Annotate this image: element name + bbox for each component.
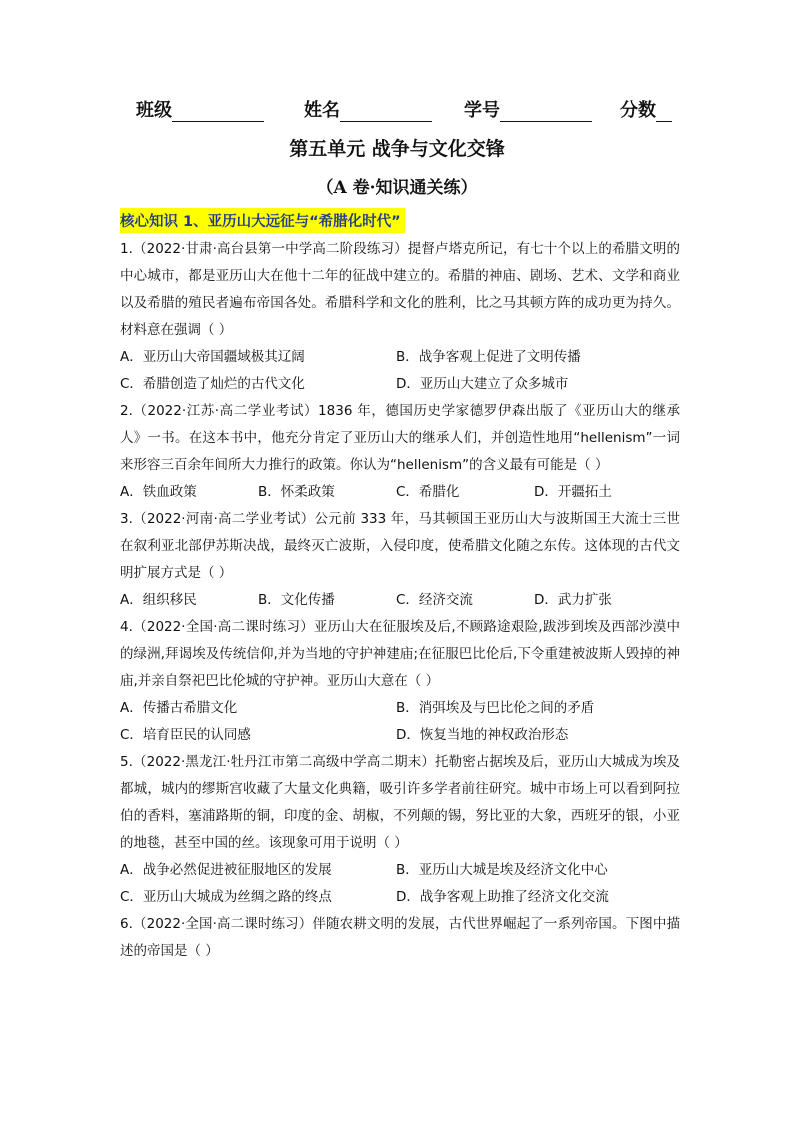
option-b[interactable]: B．消弭埃及与巴比伦之间的矛盾 xyxy=(396,700,595,716)
option-a[interactable]: A．组织移民 xyxy=(120,592,197,608)
unit-title: 第五单元 战争与文化交锋 xyxy=(289,138,505,160)
option-b[interactable]: B．亚历山大城是埃及经济文化中心 xyxy=(396,862,608,878)
student-info-row xyxy=(136,96,676,126)
option-d[interactable]: D．恢复当地的神权政治形态 xyxy=(396,727,569,743)
question-stem: 4.（2022·全国·高二课时练习）亚历山大在征服埃及后,不顾路途艰险,跋涉到埃及西部沙漠中的绿洲,拜谒埃及传统信仰,并为当地的守护神建庙;在征服巴比伦后,下令重建被波斯人毁掉的神庙,并亲自祭祀巴比伦城的守护神。亚历山大意在（ ） xyxy=(120,619,680,689)
option-c[interactable]: C．培育臣民的认同感 xyxy=(120,727,251,743)
question-item xyxy=(120,236,680,398)
option-d[interactable]: D．亚历山大建立了众多城市 xyxy=(396,376,569,392)
question-stem: 3.（2022·河南·高二学业考试）公元前 333 年，马其顿国王亚历山大与波斯国王大流士三世在叙利亚北部伊苏斯决战，最终灭亡波斯，入侵印度，使希腊文化随之东传。这体现的古代文明扩展方式是（ ） xyxy=(120,511,680,581)
question-stem: 2.（2022·江苏·高二学业考试）1836 年，德国历史学家德罗伊森出版了《亚历山大的继承人》一书。在这本书中，他充分肯定了亚历山大的继承人们，并创造性地用“hellenism”一词来形容三百余年间所大力推行的政策。你认为“hellenism”的含义最有可能是（ ） xyxy=(120,403,680,473)
option-c[interactable]: C．亚历山大城成为丝绸之路的终点 xyxy=(120,889,332,905)
option-b[interactable]: B．战争客观上促进了文明传播 xyxy=(396,349,581,365)
question-item xyxy=(120,614,680,749)
question-item xyxy=(120,398,680,506)
option-c[interactable]: C．希腊化 xyxy=(396,484,460,500)
option-row xyxy=(120,587,680,614)
option-b[interactable]: B．文化传播 xyxy=(258,592,335,608)
question-stem: 1.（2022·甘肃·高台县第一中学高二阶段练习）提督卢塔克所记，有七十个以上的希腊文明的中心城市，都是亚历山大在他十二年的征战中建立的。希腊的神庙、剧场、艺术、文学和商业以及希腊的殖民者遍布帝国各处。希腊科学和文化的胜利，比之马其顿方阵的成功更为持久。材料意在强调（ ） xyxy=(120,241,680,338)
option-row xyxy=(120,695,680,722)
question-item xyxy=(120,911,680,965)
option-a[interactable]: A．战争必然促进被征服地区的发展 xyxy=(120,862,332,878)
class-label: 班级 xyxy=(136,100,172,121)
option-b[interactable]: B．怀柔政策 xyxy=(258,484,335,500)
option-c[interactable]: C．经济交流 xyxy=(396,592,473,608)
student-id-field[interactable] xyxy=(464,96,592,122)
option-a[interactable]: A．亚历山大帝国疆域极其辽阔 xyxy=(120,349,305,365)
section-heading: 核心知识 1、亚历山大远征与“希腊化时代” xyxy=(120,208,405,233)
unit-subtitle: （A 卷·知识通关练） xyxy=(316,178,478,198)
option-row xyxy=(120,884,680,911)
option-d[interactable]: D．开疆拓土 xyxy=(534,484,612,500)
option-row xyxy=(120,479,680,506)
option-row xyxy=(120,722,680,749)
option-row xyxy=(120,857,680,884)
question-item xyxy=(120,749,680,911)
question-list xyxy=(120,236,680,965)
option-d[interactable]: D．武力扩张 xyxy=(534,592,612,608)
student-id-blank[interactable] xyxy=(500,103,592,122)
question-stem: 5.（2022·黑龙江·牡丹江市第二高级中学高二期末）托勒密占据埃及后，亚历山大城成为埃及都城，城内的缪斯宫收藏了大量文化典籍，吸引许多学者前往研究。城中市场上可以看到阿拉伯的香料，塞浦路斯的铜，印度的金、胡椒，不列颠的锡，努比亚的大象，西班牙的银，小亚的地毯，甚至中国的丝。该现象可用于说明（ ） xyxy=(120,754,680,851)
score-label: 分数 xyxy=(620,100,656,121)
score-field[interactable] xyxy=(620,96,672,122)
option-a[interactable]: A．传播古希腊文化 xyxy=(120,700,238,716)
option-a[interactable]: A．铁血政策 xyxy=(120,484,197,500)
option-row xyxy=(120,371,680,398)
name-field[interactable] xyxy=(304,96,432,122)
question-item xyxy=(120,506,680,614)
score-blank[interactable] xyxy=(656,103,672,122)
student-id-label: 学号 xyxy=(464,100,500,121)
name-blank[interactable] xyxy=(340,103,432,122)
option-d[interactable]: D．战争客观上助推了经济文化交流 xyxy=(396,889,609,905)
name-label: 姓名 xyxy=(304,100,340,121)
question-stem: 6.（2022·全国·高二课时练习）伴随农耕文明的发展，古代世界崛起了一系列帝国。下图中描述的帝国是（ ） xyxy=(120,916,680,959)
class-field[interactable] xyxy=(136,96,264,122)
class-blank[interactable] xyxy=(172,103,264,122)
option-c[interactable]: C．希腊创造了灿烂的古代文化 xyxy=(120,376,305,392)
option-row xyxy=(120,344,680,371)
